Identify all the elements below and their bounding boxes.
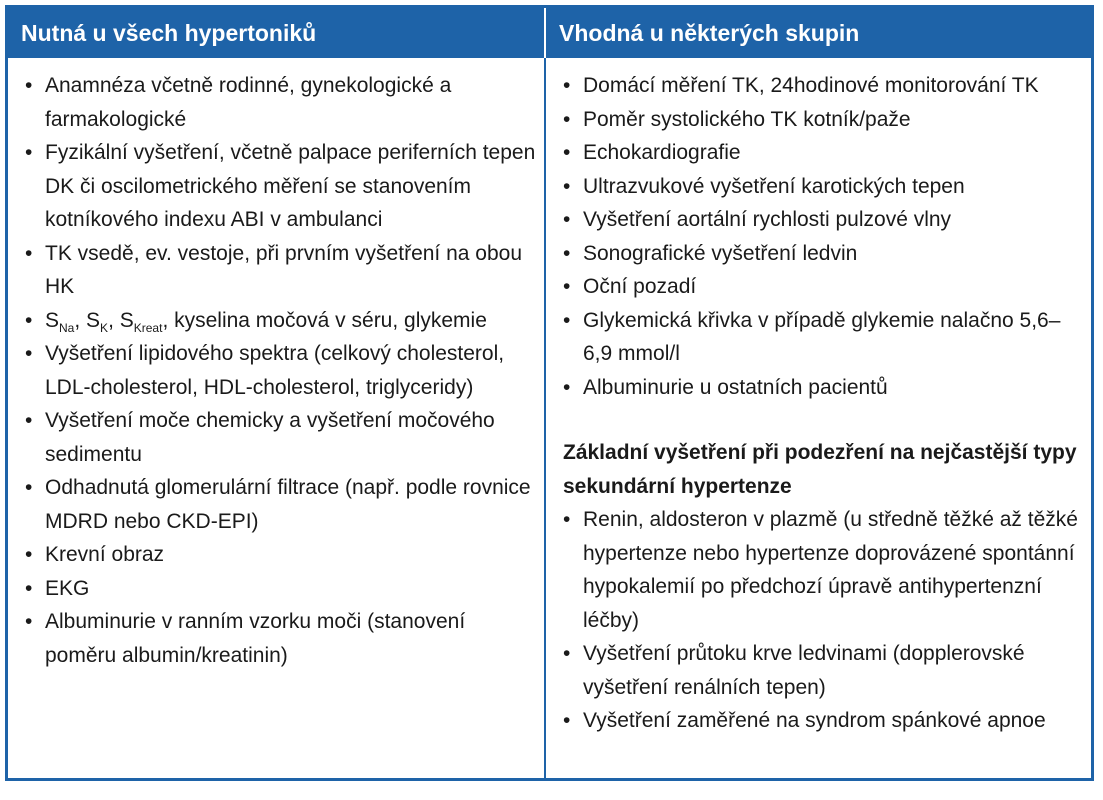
bullet-icon: •	[563, 241, 571, 265]
list-item: • Odhadnutá glomerulární filtrace (např. podle rovnice MDRD nebo CKD-EPI)	[25, 471, 536, 538]
list-item: • Vyšetření lipidového spektra (celkový cholesterol, LDL-cholesterol, HDL-cholesterol, triglyceridy)	[25, 337, 536, 404]
list-item: • Vyšetření průtoku krve ledvinami (dopplerovské vyšetření renálních tepen)	[563, 637, 1087, 704]
bullet-icon: •	[25, 74, 33, 97]
list-item: • Anamnéza včetně rodinné, gynekologické a farmakologické	[25, 69, 536, 136]
list-item: • Glykemická křivka v případě glykemie nalačno 5,6–6,9 mmol/l	[563, 304, 1087, 371]
list-item: • Sonografické vyšetření ledvin	[563, 237, 1087, 271]
bullet-icon: •	[563, 74, 571, 97]
bullet-icon: •	[563, 308, 571, 332]
list-item: • Domácí měření TK, 24hodinové monitorování TK	[563, 69, 1087, 103]
list-item: • Albuminurie v ranním vzorku moči (stanovení poměru albumin/kreatinin)	[25, 605, 536, 672]
bullet-icon: •	[563, 141, 571, 164]
bullet-icon: •	[25, 342, 33, 365]
bullet-icon: •	[563, 508, 571, 531]
header-suitable-for-some: Vhodná u některých skupin	[544, 8, 1091, 58]
bullet-icon: •	[563, 375, 571, 399]
secondary-hypertension-list	[563, 503, 1087, 738]
bullet-icon: •	[25, 576, 33, 600]
table-header-row	[8, 8, 1091, 58]
secondary-hypertension-heading: Základní vyšetření při podezření na nejčastější typy sekundární hypertenze	[563, 441, 1077, 498]
list-item: • Vyšetření zaměřené na syndrom spánkové apnoe	[563, 704, 1087, 738]
bullet-icon: •	[25, 409, 33, 432]
list-item: • Vyšetření moče chemicky a vyšetření močového sedimentu	[25, 404, 536, 471]
required-exams-column	[8, 58, 544, 672]
list-item: • Renin, aldosteron v plazmě (u středně těžké až těžké hypertenze nebo hypertenze doprovázené spontánní hypokalemií po předchozí úpravě antihypertenzní léčby)	[563, 503, 1087, 637]
exam-table	[5, 5, 1094, 781]
list-item: • Albuminurie u ostatních pacientů	[563, 371, 1087, 405]
list-item: • Vyšetření aortální rychlosti pulzové vlny	[563, 203, 1087, 237]
bullet-icon: •	[563, 642, 571, 665]
bullet-icon: •	[25, 141, 33, 164]
list-item: • Poměr systolického TK kotník/paže	[563, 103, 1087, 137]
required-exams-list	[25, 69, 536, 672]
list-item: • Oční pozadí	[563, 270, 1087, 304]
header-required-for-all: Nutná u všech hypertoniků	[21, 20, 317, 46]
bullet-icon: •	[25, 241, 33, 265]
list-item: • TK vsedě, ev. vestoje, při prvním vyšetření na obou HK	[25, 237, 536, 304]
bullet-icon: •	[563, 208, 571, 231]
list-item: • Ultrazvukové vyšetření karotických tepen	[563, 170, 1087, 204]
bullet-icon: •	[25, 543, 33, 566]
bullet-icon: •	[25, 308, 33, 332]
optional-exams-column	[546, 58, 1091, 738]
list-item: • Echokardiografie	[563, 136, 1087, 170]
optional-exams-list	[563, 69, 1087, 404]
bullet-icon: •	[563, 709, 571, 732]
bullet-icon: •	[25, 476, 33, 499]
list-item: • Fyzikální vyšetření, včetně palpace periferních tepen DK či oscilometrického měření se stanovením kotníkového indexu ABI v ambulanci	[25, 136, 536, 237]
bullet-icon: •	[563, 275, 571, 298]
list-item: • EKG	[25, 572, 536, 606]
bullet-icon: •	[563, 174, 571, 198]
bullet-icon: •	[25, 610, 33, 633]
bullet-icon: •	[563, 107, 571, 131]
list-item-serum-values: • $S_{Na}$, $S_K$, $S_{Kreat}$, kyselina močová v séru, glykemie	[25, 304, 536, 338]
list-item: • Krevní obraz	[25, 538, 536, 572]
